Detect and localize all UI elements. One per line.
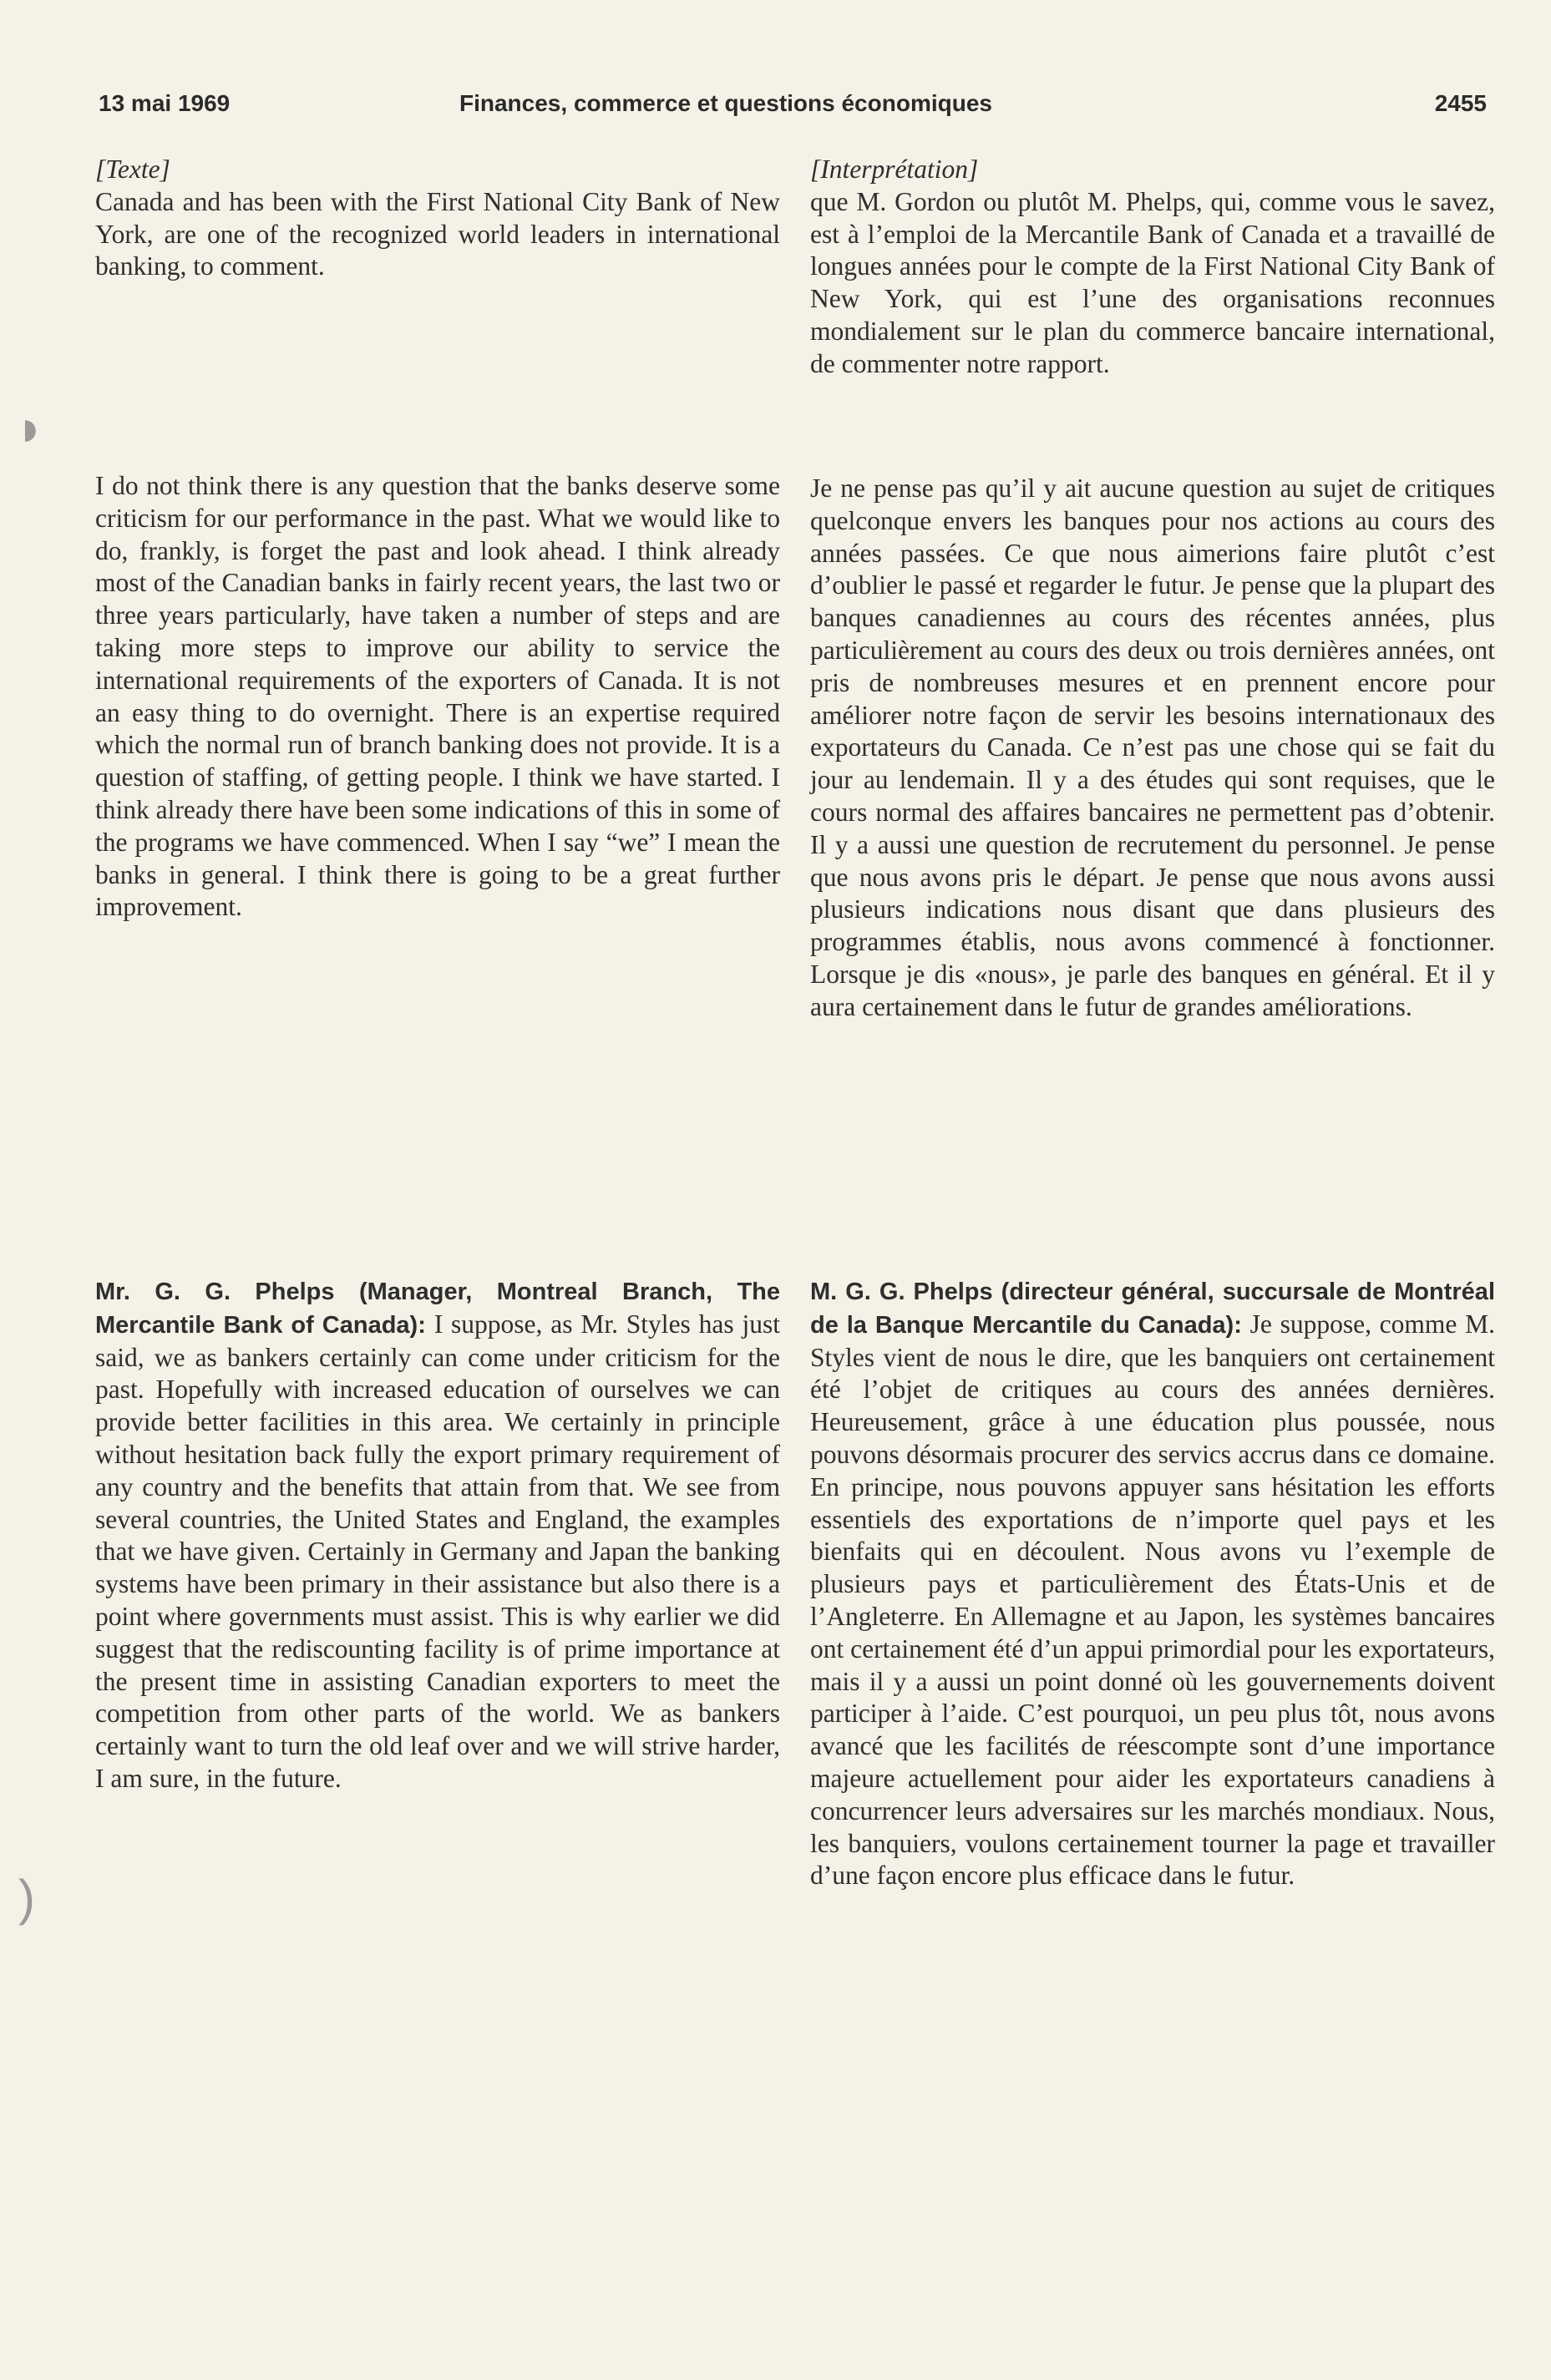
paragraph bbox=[95, 1275, 780, 1795]
header-date: 13 mai 1969 bbox=[99, 90, 231, 116]
english-text-block bbox=[95, 154, 780, 283]
speaker-name: Mr. G. G. Phelps (Manager, Montreal Branch, The Mercantile Bank of Canada): bbox=[95, 1279, 780, 1339]
french-text-block bbox=[810, 1275, 1495, 1892]
french-text-block bbox=[810, 473, 1495, 1024]
paragraph-text: Je suppose, comme M. Styles vient de nous le dire, que les banquiers ont certainement été l’objet de critiques au cours des années dernières. Heureusement, grâce à une éducation plus poussée, nous pouvons désormais procurer des servics accrus dans ce domaine. En principe, nous pouvons appuyer sans hésitation les efforts essentiels des exportations de n’importe quel pays et les bienfaits qui en découlent. Nous avons vu l’exemple de plusieurs pays et particulièrement des États-Unis et de l’Angleterre. En Allemagne et au Japon, les systèmes bancaires ont certainement été d’un appui primordial pour les exportateurs, mais il y a aussi un point donné où les gouvernements doivent participer à l’aide. C’est pourquoi, un peu plus tôt, nous avons avancé que les facilités de réescompte sont d’une importance majeure actuellement pour aider les exportateurs canadiens à concurrencer leurs adversaires sur les marchés mondiaux. Nous, les banquiers, voulons certainement tourner la page et travailler d’une façon encore plus efficace dans le futur. bbox=[810, 1309, 1496, 1891]
header-title: Finances, commerce et questions économiques bbox=[459, 90, 992, 116]
paragraph: Canada and has been with the First National City Bank of New York, are one of the recognized world leaders in international banking, to comment. bbox=[95, 186, 780, 281]
speaker-name: M. G. G. Phelps (directeur général, succursale de Montréal de la Banque Mercantile du Canada): bbox=[810, 1279, 1495, 1339]
paragraph bbox=[810, 1275, 1495, 1892]
hole-punch-mark: ) bbox=[18, 1870, 35, 1926]
page-header bbox=[92, 90, 1487, 124]
paragraph: que M. Gordon ou plutôt M. Phelps, qui, comme vous le savez, est à l’emploi de la Mercantile Bank of Canada et a travaillé de longues années pour le compte de la First National City Bank of New York, qui est l’une des organisations reconnues mondialement sur le plan du commerce bancaire international, de commenter notre rapport. bbox=[810, 186, 1495, 378]
header-page-number: 2455 bbox=[1434, 90, 1487, 116]
english-text-block bbox=[95, 470, 780, 924]
paragraph-text: I suppose, as Mr. Styles has just said, we as bankers certainly can come under criticism for the past. Hopefully with increased education of ourselves we can provide better facilities in this area. We certainly in principle without hesitation back fully the export primary requirement of any country and the benefits that attain from that. We see from several countries, the United States and England, the examples that we have given. Certainly in Germany and Japan the banking systems have been primary in their assistance but also there is a point where governments must assist. This is why earlier we did suggest that the rediscounting facility is of prime importance at the present time in assisting Canadian exporters to meet the competition from other parts of the world. We as bankers certainly want to turn the old leaf over and we will strive harder, I am sure, in the future. bbox=[95, 1309, 780, 1793]
english-text-block bbox=[95, 1275, 780, 1795]
hole-punch-mark: ◗ bbox=[15, 400, 46, 456]
column-label-interpretation: [Interprétation] bbox=[810, 154, 979, 184]
column-label-texte: [Texte] bbox=[95, 154, 170, 184]
paragraph: Je ne pense pas qu’il y ait aucune question au sujet de critiques quelconque envers les banques pour nos actions au cours des années passées. Ce que nous aimerions faire plutôt c’est d’oublier le passé et regarder le futur. Je pense que la plupart des banques canadiennes au cours des récentes années, plus particulièrement au cours des deux ou trois dernières années, ont pris de nombreuses mesures et en prennent encore pour améliorer notre façon de servir les besoins internationaux des exportateurs du Canada. Ce n’est pas une chose qui se fait du jour au lendemain. Il y a des études qui sont requises, que le cours normal des affaires bancaires ne permettent pas d’obtenir. Il y a aussi une question de recrutement du personnel. Je pense que nous avons pris le départ. Je pense que nous avons aussi plusieurs indications nous disant que dans plusieurs des programmes établis, nous avons commencé à fonctionner. Lorsque je dis «nous», je parle des banques en général. Et il y aura certainement dans le futur de grandes améliorations. bbox=[810, 473, 1495, 1021]
paragraph: I do not think there is any question that the banks deserve some criticism for our performance in the past. What we would like to do, frankly, is forget the past and look ahead. I think already most of the Canadian banks in fairly recent years, the last two or three years particularly, have taken a number of steps and are taking more steps to improve our ability to service the international requirements of the exporters of Canada. It is not an easy thing to do overnight. There is an expertise required which the normal run of branch banking does not provide. It is a question of staffing, of getting people. I think we have started. I think already there have been some indications of this in some of the programs we have commenced. When I say “we” I mean the banks in general. I think there is going to be a great further improvement. bbox=[95, 471, 780, 922]
french-text-block bbox=[810, 154, 1495, 381]
